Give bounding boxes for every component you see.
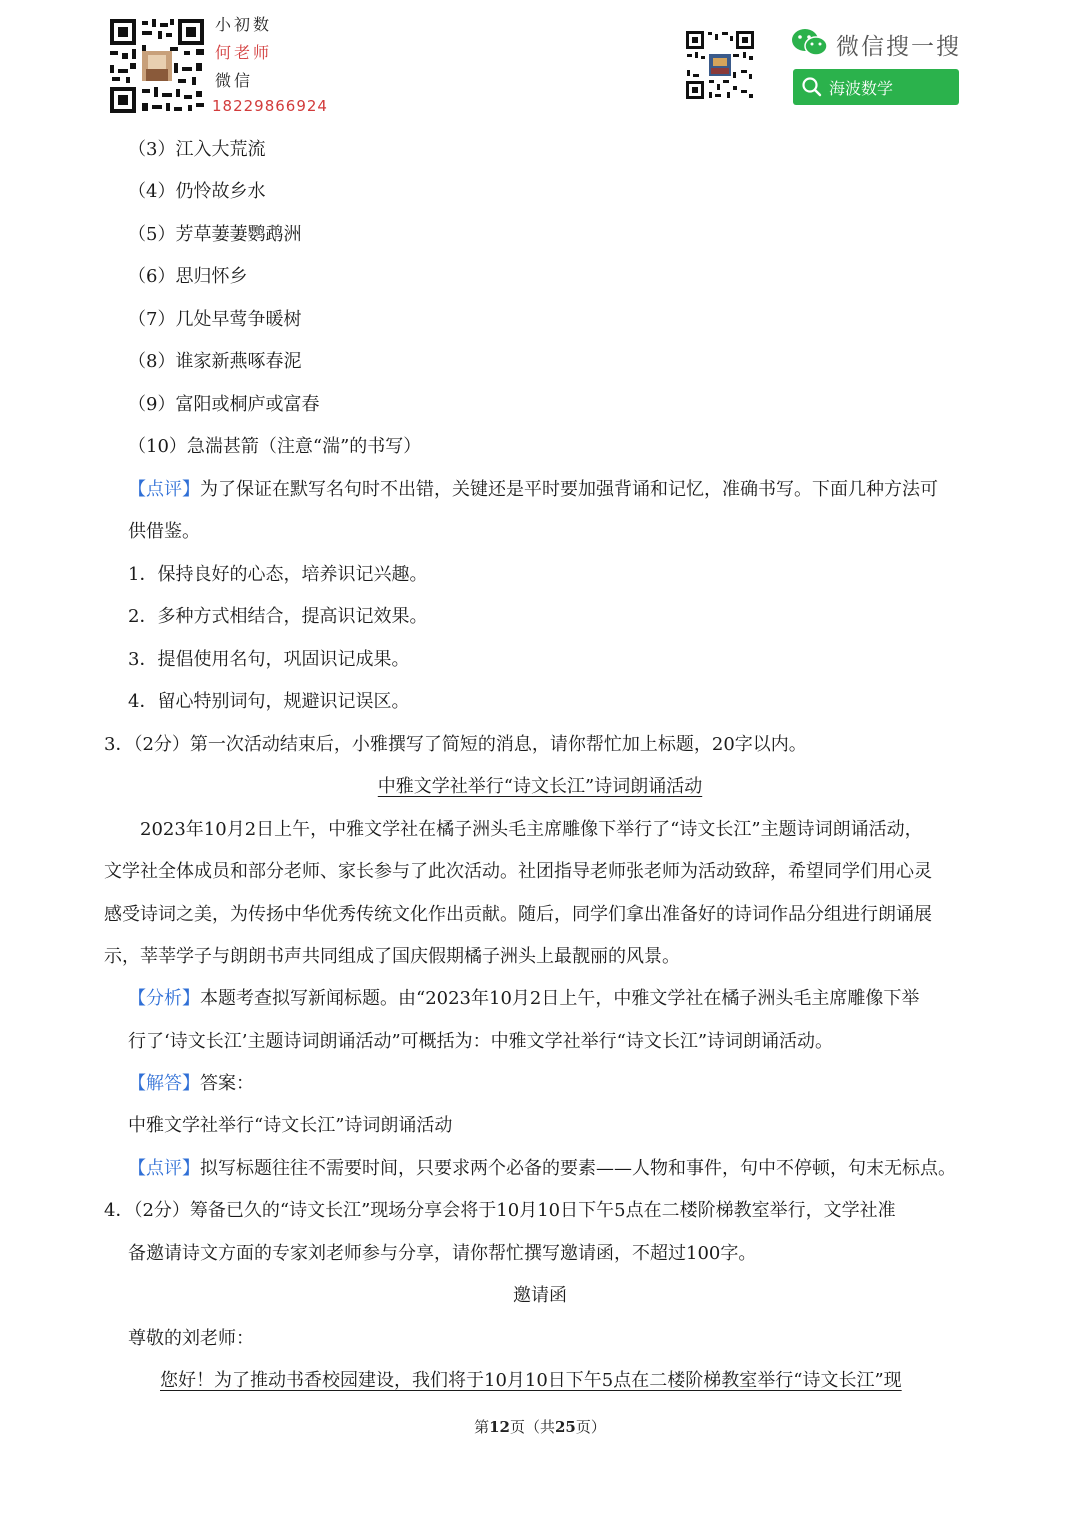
answer-line-7: （7）几处早莺争暖树 [128,309,302,330]
question-4-stem-1: 4．（2分）筹备已久的“诗文长江”现场分享会将于10月10日下午5点在二楼阶梯教室举行，文学社准 [104,1200,896,1221]
answer-line-9: （9）富阳或桐庐或富春 [128,394,320,415]
news-para-1: 2023年10月2日上午，中雅文学社在橘子洲头毛主席雕像下举行了“诗文长江”主题诗词朗诵活动， [140,819,923,840]
header-note-line-3: 微信 [215,71,254,90]
qr-code-right [685,30,755,100]
answer-line-3: （3）江入大荒流 [128,139,266,160]
footer-mid: 页（共 [509,1418,555,1436]
answer-line-4: （4）仍怜故乡水 [128,181,266,202]
wechat-search-button[interactable] [793,69,959,105]
answer-tag: 【解答】 [128,1073,200,1094]
news-para-2: 文学社全体成员和部分老师、家长参与了此次活动。社团指导老师张老师为活动致辞，希望同学们用心灵 [104,861,932,882]
news-para-4: 示，莘莘学子与朗朗书声共同组成了国庆假期橘子洲头上最靓丽的风景。 [104,946,680,967]
method-item-1: 1．保持良好的心态，培养识记兴趣。 [128,564,428,585]
comment-2-text: 拟写标题往往不需要时间，只要求两个必备的要素——人物和事件，句中不停顿，句末无标点。 [200,1158,956,1179]
comment-paragraph [128,478,938,502]
page-footer [0,1416,1080,1437]
answer-line-8: （8）谁家新燕啄春泥 [128,351,302,372]
analysis-tag: 【分析】 [128,988,200,1009]
letter-body [138,1369,902,1393]
wechat-logo-icon [790,27,830,63]
method-item-3: 3．提倡使用名句，巩固识记成果。 [128,649,410,670]
news-para-3: 感受诗词之美，为传扬中华优秀传统文化作出贡献。随后，同学们拿出准备好的诗词作品分组进行朗诵展 [104,904,932,925]
analysis-text-1: 本题考查拟写新闻标题。由“2023年10月2日上午，中雅文学社在橘子洲头毛主席雕像下举 [200,988,920,1009]
news-title [0,775,1080,799]
letter-salutation: 尊敬的刘老师： [128,1328,254,1349]
comment-text-1: 为了保证在默写名句时不出错，关键还是平时要加强背诵和记忆，准确书写。下面几种方法可 [200,479,938,500]
search-button-label: 海波数学 [829,78,894,98]
comment-tag: 【点评】 [128,479,200,500]
analysis-text-2: 行了‘诗文长江’主题诗词朗诵活动”可概括为：中雅文学社举行“诗文长江”诗词朗诵活动。 [128,1031,834,1052]
answer-line-6: （6）思归怀乡 [128,266,248,287]
search-icon [801,76,823,98]
header-note-line-2: 何老师 [215,43,273,62]
header-phone-number: 18229866924 [212,97,328,115]
header-note-line-1: 小初数 [215,15,273,34]
comment-2-tag: 【点评】 [128,1158,200,1179]
method-item-4: 4．留心特别词句，规避识记误区。 [128,691,410,712]
letter-title: 邀请函 [513,1285,567,1306]
answer-text: 中雅文学社举行“诗文长江”诗词朗诵活动 [128,1115,453,1136]
comment-text-2: 供借鉴。 [128,521,200,542]
answer-paragraph [128,1072,254,1096]
wechat-search-label: 微信搜一搜 [836,34,961,60]
analysis-paragraph [128,987,919,1011]
footer-page-number: 12 [489,1418,510,1436]
answer-label: 答案： [200,1073,254,1094]
footer-post: 页） [575,1418,606,1436]
answer-line-10: （10）急湍甚箭（注意“湍”的书写） [128,436,422,457]
news-title-text: 中雅文学社举行“诗文长江”诗词朗诵活动 [377,776,703,797]
qr-code-left [108,17,206,115]
answer-line-5: （5）芳草萋萋鹦鹉洲 [128,224,302,245]
method-item-2: 2．多种方式相结合，提高识记效果。 [128,606,428,627]
question-3-stem: 3．（2分）第一次活动结束后，小雅撰写了简短的消息，请你帮忙加上标题，20字以内。 [104,734,807,755]
letter-body-text: 您好！为了推动书香校园建设，我们将于10月10日下午5点在二楼阶梯教室举行“诗文长江”现 [160,1370,902,1391]
question-4-stem-2: 备邀请诗文方面的专家刘老师参与分享，请你帮忙撰写邀请函，不超过100字。 [128,1243,757,1264]
footer-pre: 第 [474,1418,490,1436]
footer-total-pages: 25 [555,1418,576,1436]
comment-2-paragraph [128,1157,956,1181]
